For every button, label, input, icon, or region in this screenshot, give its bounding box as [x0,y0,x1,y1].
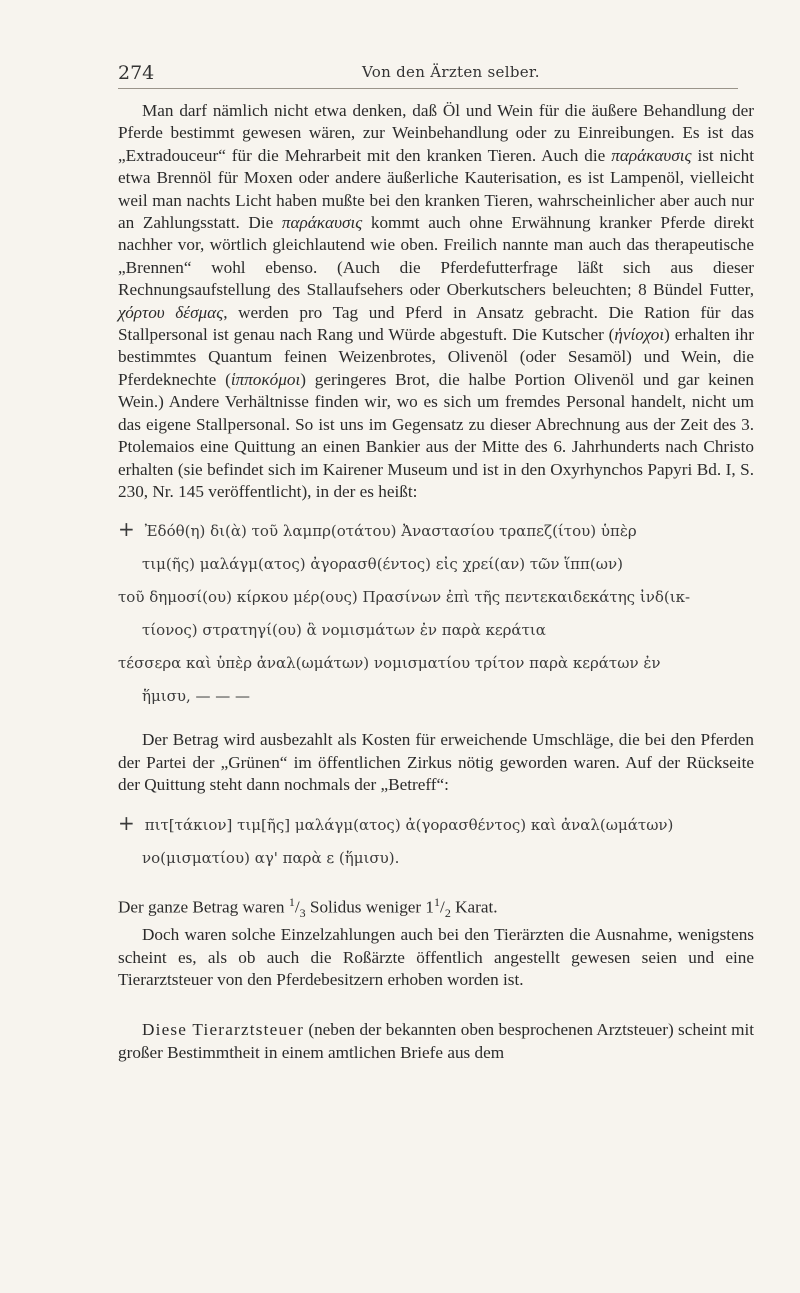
paragraph-3-text-a: Der ganze Betrag waren [118,897,289,917]
paragraph-text: kommt auch ohne Erwähnung kranker Pferde direkt nachher vor, wörtlich gleichlautend wie oben. Freilich nannte man auch das therapeutische „Brennen“ wohl ebenso. (Auch die Pferdefutterfrage läßt sich aus dieser Rechnungsaufstellung des Stallaufsehers oder Oberkutschers beleuchten; 8 Bündel Futter, [118,213,754,300]
page-header [118,62,738,88]
papyrus2-line-1 [118,807,754,842]
fraction-1-denominator: 3 [299,905,306,920]
emphasized-term: Diese Tierarztsteuer [142,1020,304,1040]
papyrus-line-1-text: Ἐδόθ(η) δι(ὰ) τοῦ λαμπρ(οτάτου) Ἀναστασίου τραπεζ(ίτου) ὑπὲρ [144,522,637,541]
greek-term: παράκαυσις [611,145,692,165]
paragraph-text: ) erhalten ihr bestimmtes Quantum feinen Weizenbrotes, Olivenöl (oder Sesamöl) und Wein, die Pferdeknechte ( [118,325,754,389]
greek-term: ἡνίοχοι [614,325,665,345]
cross-mark: + [118,517,135,542]
papyrus-line-6: ἥμισυ, — — — [142,687,251,706]
paragraph-3-text-c: Karat. [450,897,498,917]
paragraph-5-text: (neben der bekannten oben besprochenen Arztsteuer) scheint mit großer Bestimmtheit in einem amtlichen Briefe aus dem [118,1020,754,1062]
paragraph-text: Man darf nämlich nicht etwa denken, daß Öl und Wein für die äußere Behandlung der Pferde bestimmt gewesen wären, zur Weinbehandlung oder zu Einreibungen. Es ist das „Extradouceur“ für die Mehrarbeit mit den kranken Tieren. Auch die [118,101,754,165]
fraction-1-numerator: 1 [288,894,295,909]
papyrus-quote-1 [118,513,754,713]
papyrus-quote-2 [118,807,754,875]
paragraph-text: , werden pro Tag und Pferd in Ansatz gebracht. Die Ration für das Stallpersonal ist genau nach Rang und Würde abgestuft. Die Kutscher ( [118,302,755,345]
papyrus-line-5: τέσσερα καὶ ὑπὲρ ἀναλ(ωμάτων) νομισματίου τρίτον παρὰ κεράτων ἐν [118,654,661,673]
running-head: Von den Ärzten selber. [362,63,540,81]
cross-mark: + [118,810,135,835]
greek-term: παράκαυσις [281,213,363,233]
papyrus2-line-2: νο(μισματίου) αγ' παρὰ ε (ἥμισυ). [142,848,400,867]
papyrus-line-4: τίονος) στρατηγί(ου) ἃ νομισμάτων ἐν παρὰ κεράτια [142,621,546,640]
page-number: 274 [118,62,155,84]
paragraph-3-text-b: Solidus weniger 1 [305,897,435,917]
page-body [118,100,754,1064]
greek-term: χόρτου δέσμας [118,302,224,322]
paragraph-1 [118,100,754,503]
paragraph-3: Der ganze Betrag waren $^1/_3$ Solidus weniger $1^1/_2$ Karat. [118,894,498,920]
section-gap [118,991,754,1019]
papyrus2-line-1-text: πιτ[τάκιον] τιμ[ῆς] μαλάγμ(ατος) ἀ(γορασθέντος) καὶ ἀναλ(ωμάτων) [144,815,674,834]
paragraph-2: Der Betrag wird ausbezahlt als Kosten für erweichende Umschläge, die bei den Pferden der Partei der „Grünen“ im öffentlichen Zirkus nötig geworden waren. Auf der Rückseite der Quittung steht dann nochmals der „Betreff“: [118,730,754,795]
fraction-2-numerator: 1 [434,894,441,909]
fraction-2-denominator: 2 [444,905,451,920]
paragraph-4: Doch waren solche Einzelzahlungen auch bei den Tierärzten die Ausnahme, wenigstens scheint es, als ob auch die Roßärzte öffentlich angestellt gewesen seien und eine Tierarztsteuer von den Pferdebesitzern erhoben worden ist. [118,925,754,989]
papyrus-line-3: τοῦ δημοσί(ου) κίρκου μέρ(ους) Πρασίνων ἐπὶ τῆς πεντεκαιδεκάτης ἰνδ(ικ- [118,588,691,607]
paragraph-text: ) geringeres Brot, die halbe Portion Olivenöl und gar keinen Wein.) Andere Verhältnisse finden wir, wo es sich um fremdes Personal handelt, nicht um das eigene Stallpersonal. So ist uns im Gegensatz zu dieser Abrechnung aus der Zeit des 3. Ptolemaios eine Quittung an einen Bankier aus der Mitte des 6. Jahrhunderts nach Christo erhalten (sie befindet sich im Kairener Museum und ist in den Oxyrhynchos Papyri Bd. I, S. 230, Nr. 145 veröffentlicht), in der es heißt: [118,369,754,501]
paragraph-text: ist nicht etwa Brennöl für Moxen oder andere äußerliche Kauterisation, es ist Lampenöl, vielleicht weil man nachts Licht haben mußte bei den kranken Tieren, wahrscheinlicher aber auch nur an Zahlungsstatt. Die [118,145,754,233]
paragraph-5 [118,1019,754,1064]
papyrus-line-1 [118,513,754,548]
header-rule [118,88,738,89]
papyrus-line-2: τιμ(ῆς) μαλάγμ(ατος) ἀγορασθ(έντος) εἰς χρεί(αν) τῶν ἵππ(ων) [142,555,623,574]
greek-term: ἱπποκόμοι [230,369,301,389]
